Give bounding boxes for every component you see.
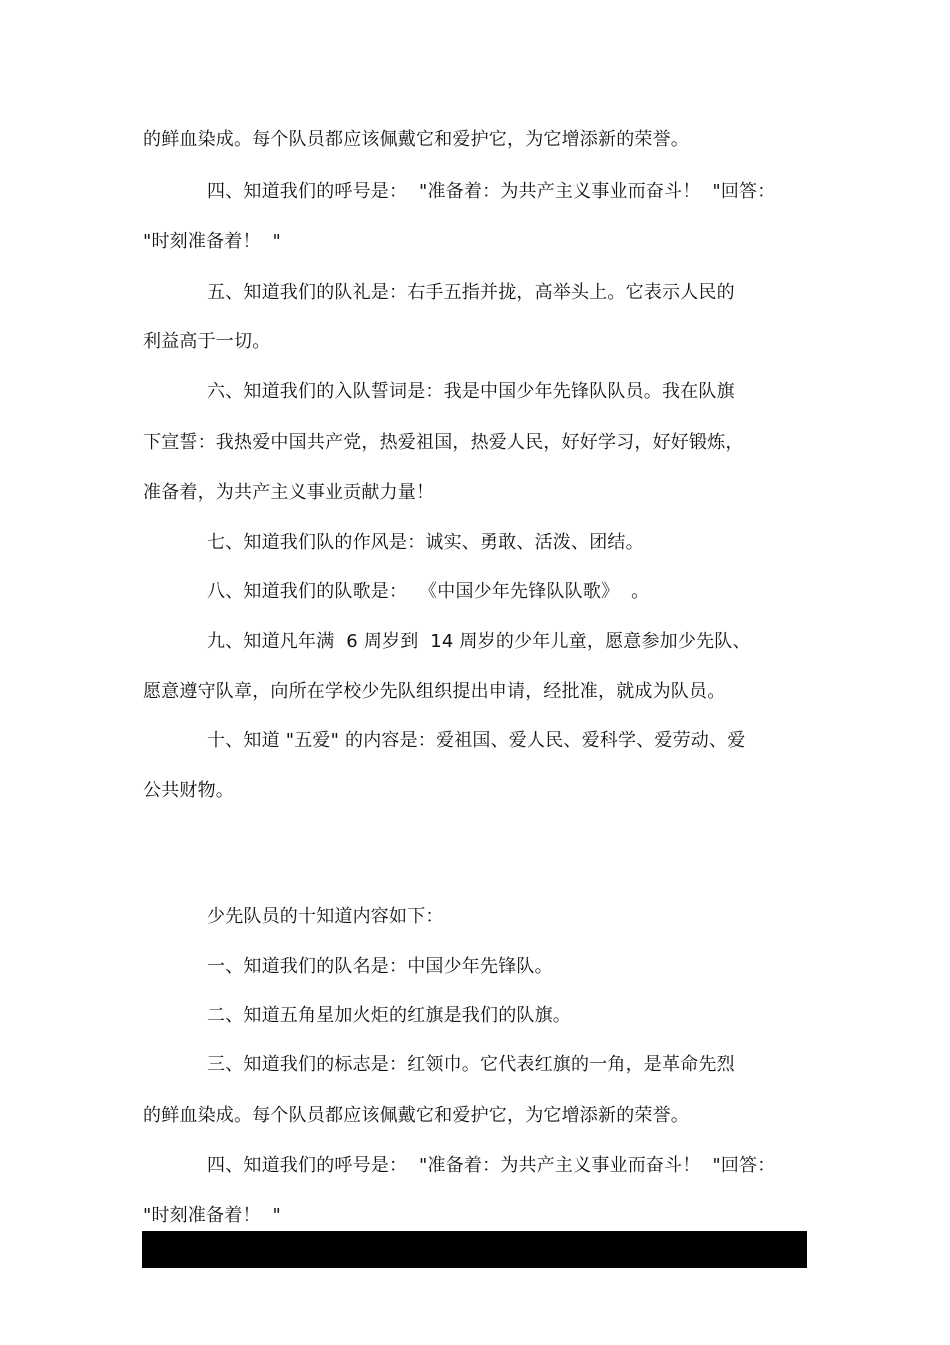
redaction-bar (142, 1231, 807, 1268)
text-line: 二、知道五角星加火炬的红旗是我们的队旗。 (207, 1005, 571, 1026)
text-line: 十、知道 "五爱" 的内容是：爱祖国、爱人民、爱科学、爱劳动、爱 (207, 730, 746, 751)
text-line: 的鲜血染成。每个队员都应该佩戴它和爱护它，为它增添新的荣誉。 (143, 129, 689, 150)
text-line: 愿意遵守队章，向所在学校少先队组织提出申请，经批准，就成为队员。 (143, 681, 726, 702)
text-line: "时刻准备着！ " (143, 1205, 282, 1226)
text-line: "时刻准备着！ " (143, 231, 282, 252)
text-line: 六、知道我们的入队誓词是：我是中国少年先锋队队员。我在队旗 (207, 381, 735, 402)
text-line: 利益高于一切。 (143, 331, 271, 352)
text-line: 公共财物。 (143, 780, 234, 801)
text-line: 准备着，为共产主义事业贡献力量！ (143, 482, 435, 503)
text-line: 四、知道我们的呼号是： "准备着：为共产主义事业而奋斗！ "回答： (207, 1155, 776, 1176)
text-line: 五、知道我们的队礼是：右手五指并拢，高举头上。它表示人民的 (207, 282, 735, 303)
section-heading: 少先队员的十知道内容如下： (207, 906, 444, 927)
text-line: 四、知道我们的呼号是： "准备着：为共产主义事业而奋斗！ "回答： (207, 181, 776, 202)
text-line: 的鲜血染成。每个队员都应该佩戴它和爱护它，为它增添新的荣誉。 (143, 1105, 689, 1126)
text-line: 三、知道我们的标志是：红领巾。它代表红旗的一角，是革命先烈 (207, 1054, 735, 1075)
text-line: 下宣誓：我热爱中国共产党，热爱祖国，热爱人民，好好学习，好好锻炼， (143, 432, 744, 453)
text-line: 八、知道我们的队歌是： 《中国少年先锋队队歌》 。 (207, 581, 650, 602)
text-line: 七、知道我们队的作风是：诚实、勇敢、活泼、团结。 (207, 532, 644, 553)
text-line: 九、知道凡年满 6 周岁到 14 周岁的少年儿童，愿意参加少先队、 (207, 631, 751, 652)
text-line: 一、知道我们的队名是：中国少年先锋队。 (207, 956, 553, 977)
